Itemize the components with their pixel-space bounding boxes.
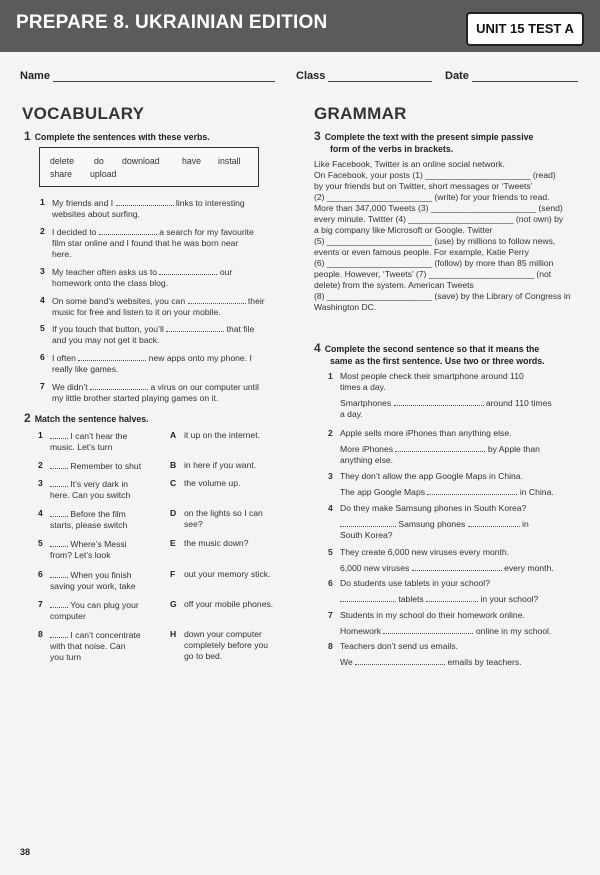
text-line: (2) ______________________ (write) for your friends to read. xyxy=(314,192,550,202)
match-blank[interactable] xyxy=(50,508,68,517)
text-line: every minute. Twitter (4) ______________________ (not own) by xyxy=(314,214,564,224)
answer-blank[interactable] xyxy=(394,397,484,406)
text-line: Washington DC. xyxy=(314,302,377,312)
answer-blank[interactable] xyxy=(468,518,520,527)
answer-blank[interactable] xyxy=(116,197,174,206)
worksheet-page: PREPARE 8. UKRAINIAN EDITION UNIT 15 TEST A Name Class Date VOCABULARY 1 Complete the sentences with these verbs. delete do download have install share upload 1 My friends and I links to interesting websites about surfing. 2 I decided to a search for my favourite film star online and I found that he was born near here. 3 My teacher often asks us to our homework onto the class blog. 4 On some band’s websites, you can their music for free and listen to it on your mobile. 5 If you touch that button, you’ll that file and you may not get it back. 6 I often new apps onto my phone. I really like games. 7 We didn’t a virus on our computer until my little brother started playing games on it. 2 Match the sentence halves. 1 I can’t hear the music. Let’s turn 2 Remember to shut 3 It’s very dark in here. Can you switch 4 Before the film starts, please switch 5 Where’s Messi from? Let’s look 6 When you finish saving your work, take 7 You can plug your computer 8 I can’t concentrate with that noise. Can you turn A it up on the internet. B in here if you want. C the volume up. D on the lights so I can see? E the music down? F out your memory stick. G off your mobile phones. H down your computer completely before you go to bed. GRAMMAR 3 Complete the text with the present simple passive form of the verbs in brackets. Like Facebook, Twitter is an online social network. On Facebook, your posts (1) ______________________ (read) by your friends but on Twitter, short messages or ‘Tweets’ (2) ______________________ (write) for your friends to read. More than 347,000 Tweets (3) ______________________ (send) every minute. Twitter (4) ______________________ (not own) by a big company like Microsoft or Google. Twitter (5) ______________________ (use) by millions to follow news, events or even famous people. For example, Katie Perry (6) ______________________ (follow) by more than 85 million people. However, ‘Tweets’ (7) ______________________ (not delete) from the system. American Tweets (8) ______________________ (save) by the Library of Congress in Washington DC. 4 Complete the second sentence so that it means the same as the first sentence. Use two or three words. 1 Most people check their smartphone around 110 times a day. Smartphones around 110 times a day. 2 Apple sells more iPhones than anything else. More iPhones by Apple than anything else. 3 They don’t allow the app Google Maps in China. The app Google Maps in China. 4 Do they make Samsung phones in South Korea? Samsung phones in South Korea? 5 They create 6,000 new viruses every month. 6,000 new viruses every month. 6 Do students use tablets in your school? tablets in your school? 7 Students in my school do their homework online. Homework online in my school. 8 Teachers don’t send us emails. We emails by teachers. 38 xyxy=(0,0,600,875)
answer-line: tablets in your school? xyxy=(340,593,580,605)
word: upload xyxy=(90,169,117,179)
header-bar xyxy=(0,0,600,52)
grammar-q3-instruction: 3 Complete the text with the present simple passive form of the verbs in brackets. xyxy=(314,129,534,154)
answer-line: We emails by teachers. xyxy=(340,657,522,667)
word: share xyxy=(50,169,73,179)
vocab-q2-instruction: 2 Match the sentence halves. xyxy=(24,411,149,425)
answer-blank[interactable] xyxy=(383,625,473,634)
answer-blank[interactable] xyxy=(340,518,396,527)
name-label: Name xyxy=(20,70,50,82)
match-blank[interactable] xyxy=(50,538,68,547)
text-line: (5) ______________________ (use) by millions to follow news, xyxy=(314,236,556,246)
word: install xyxy=(218,156,241,166)
match-blank[interactable] xyxy=(50,599,68,608)
answer-line: The app Google Maps in China. xyxy=(340,487,554,497)
text-line: More than 347,000 Tweets (3) ______________________ (send) xyxy=(314,203,563,213)
answer-blank[interactable] xyxy=(395,443,485,452)
match-blank[interactable] xyxy=(50,629,68,638)
twitter-text xyxy=(314,159,576,313)
answer-blank[interactable] xyxy=(188,295,246,304)
date-field[interactable] xyxy=(445,70,578,82)
answer-blank[interactable] xyxy=(90,381,148,390)
word-box xyxy=(39,147,259,187)
match-blank[interactable] xyxy=(50,569,68,578)
date-label: Date xyxy=(445,70,469,82)
vocab-q1-instruction: 1 Complete the sentences with these verbs. xyxy=(24,129,210,143)
answer-blank[interactable] xyxy=(159,266,217,275)
vocabulary-heading: VOCABULARY xyxy=(22,104,145,123)
text-line: On Facebook, your posts (1) ______________________ (read) xyxy=(314,170,556,180)
class-field[interactable] xyxy=(296,70,432,82)
name-field[interactable] xyxy=(20,70,275,82)
edition-title: PREPARE 8. UKRAINIAN EDITION xyxy=(16,12,328,33)
answer-line: More iPhones by Apple than anything else. xyxy=(340,444,540,465)
answer-blank[interactable] xyxy=(99,226,157,235)
match-blank[interactable] xyxy=(50,460,68,469)
answer-blank[interactable] xyxy=(78,352,146,361)
word: download xyxy=(122,156,160,166)
text-line: by your friends but on Twitter, short messages or ‘Tweets’ xyxy=(314,181,533,191)
name-line[interactable] xyxy=(53,71,275,82)
class-label: Class xyxy=(296,70,326,82)
text-line: delete) from the system. American Tweets xyxy=(314,280,474,290)
text-line: events or even famous people. For example, Katie Perry xyxy=(314,247,529,257)
answer-blank[interactable] xyxy=(412,562,502,571)
text-line: Like Facebook, Twitter is an online social network. xyxy=(314,159,505,169)
date-line[interactable] xyxy=(472,71,578,82)
word: delete xyxy=(50,156,74,166)
text-line: people. However, ‘Tweets’ (7) ______________________ (not xyxy=(314,269,552,279)
answer-line: Homework online in my school. xyxy=(340,626,552,636)
answer-line: 6,000 new viruses every month. xyxy=(340,563,554,573)
word: have xyxy=(182,156,202,166)
text-line: a big company like Microsoft or Google. Twitter xyxy=(314,225,493,235)
answer-blank[interactable] xyxy=(340,593,396,602)
text-line: (8) ______________________ (save) by the Library of Congress in xyxy=(314,291,571,301)
text-line: (6) ______________________ (follow) by more than 85 million xyxy=(314,258,554,268)
answer-line: Samsung phones in South Korea? xyxy=(340,519,529,540)
answer-blank[interactable] xyxy=(166,323,224,332)
word: do xyxy=(94,156,104,166)
class-line[interactable] xyxy=(328,71,432,82)
page-number: 38 xyxy=(20,847,31,857)
match-blank[interactable] xyxy=(50,478,68,487)
grammar-q4-instruction: 4 Complete the second sentence so that it means the same as the first sentence. Use two or three words. xyxy=(314,341,545,366)
answer-line: Smartphones around 110 times a day. xyxy=(340,398,552,419)
answer-blank[interactable] xyxy=(426,593,478,602)
grammar-heading: GRAMMAR xyxy=(314,104,407,123)
unit-test-label: UNIT 15 TEST A xyxy=(466,12,584,46)
answer-blank[interactable] xyxy=(427,486,517,495)
answer-blank[interactable] xyxy=(355,656,445,665)
match-blank[interactable] xyxy=(50,430,68,439)
